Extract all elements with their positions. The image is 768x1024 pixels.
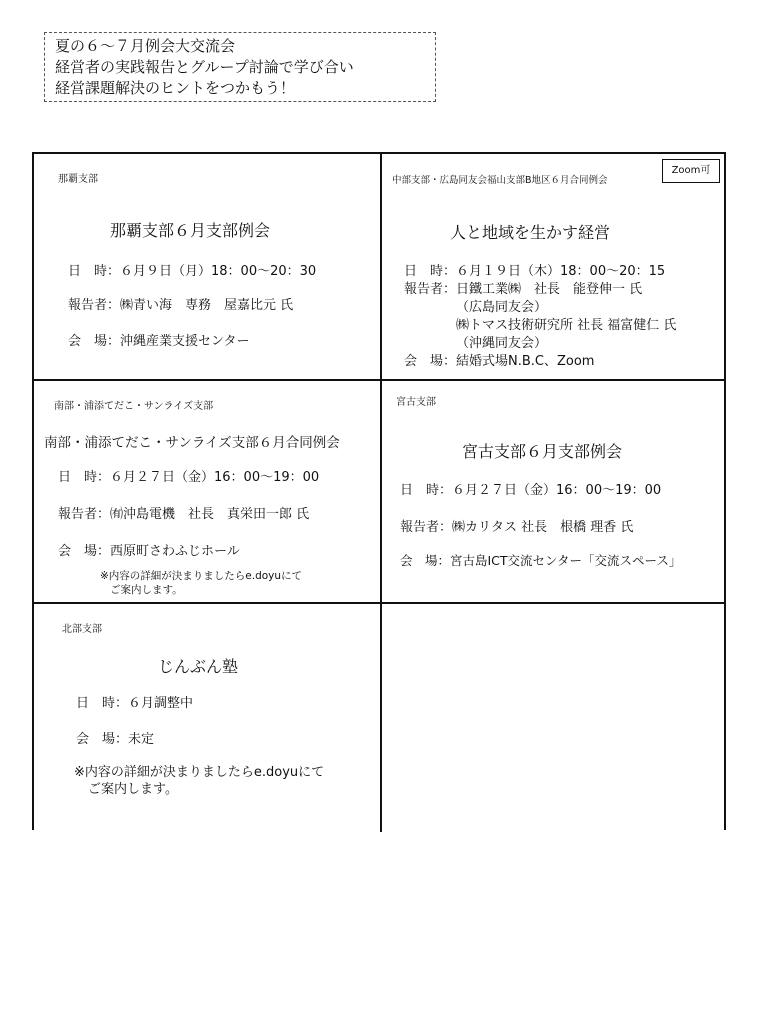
event-title: 那覇支部６月支部例会 [110,221,271,240]
event-reporter-1-org: （広島同友会） [456,300,548,315]
event-cell-chubu [382,154,728,379]
intro-line-2: 経営者の実践報告とグループ討論で学び合い [55,58,354,76]
branch-label: 宮古支部 [396,397,436,408]
event-title: じんぶん塾 [158,657,239,676]
event-date: 日 時：６月調整中 [76,696,194,711]
event-date: 日 時：６月９日（月）18：00～20：30 [68,264,317,279]
event-reporter: 報告者：㈱青い海 専務 屋嘉比元 氏 [68,298,294,313]
event-cell-naha [34,154,380,379]
event-cell-hokubu [34,604,380,832]
event-note-1: ※内容の詳細が決まりましたらe.doyuにて [100,570,303,582]
branch-label: 北部支部 [62,624,102,635]
event-title: 南部・浦添てだこ・サンライズ支部６月合同例会 [44,435,340,451]
event-date: 日 時：６月２７日（金）16：00～19：00 [400,483,662,498]
event-venue: 会 場：結婚式場N.B.C、Zoom [404,354,595,369]
intro-line-1: 夏の６～７月例会大交流会 [55,37,236,55]
event-reporter: 報告者：㈱カリタス 社長 根橋 理香 氏 [400,520,634,535]
intro-box [44,32,436,102]
event-title: 人と地域を生かす経営 [450,223,611,242]
event-date: 日 時：６月１９日（木）18：00～20：15 [404,264,666,279]
event-note-2: ご案内します。 [110,584,183,596]
event-venue: 会 場：宮古島ICT交流センター「交流スペース」 [400,553,682,568]
event-cell-nanbu [34,381,380,602]
branch-label: 那覇支部 [58,174,98,185]
event-cell-miyako [382,381,728,602]
event-reporter-2: ㈱トマス技術研究所 社長 福富健仁 氏 [456,318,677,333]
intro-line-3: 経営課題解決のヒントをつかもう！ [55,79,296,97]
event-note-1: ※内容の詳細が決まりましたらe.doyuにて [74,765,325,780]
event-venue: 会 場：沖縄産業支援センター [68,334,250,349]
event-date: 日 時：６月２７日（金）16：00～19：00 [58,470,320,485]
events-table [32,152,726,830]
event-reporter-2-org: （沖縄同友会） [456,336,548,351]
event-venue: 会 場：未定 [76,732,155,747]
event-note-2: ご案内します。 [88,782,178,797]
event-title: 宮古支部６月支部例会 [462,442,623,461]
event-reporter: 報告者：㈲沖島電機 社長 真栄田一郎 氏 [58,507,310,522]
branch-label: 南部・浦添てだこ・サンライズ支部 [54,401,214,412]
branch-label: 中部支部・広島同友会福山支部B地区６月合同例会 [392,175,608,186]
event-reporter-1: 報告者：日鐵工業㈱ 社長 能登伸一 氏 [404,282,643,297]
empty-cell [382,604,728,832]
zoom-badge: Zoom可 [662,159,720,183]
event-venue: 会 場：西原町さわふじホール [58,544,240,559]
